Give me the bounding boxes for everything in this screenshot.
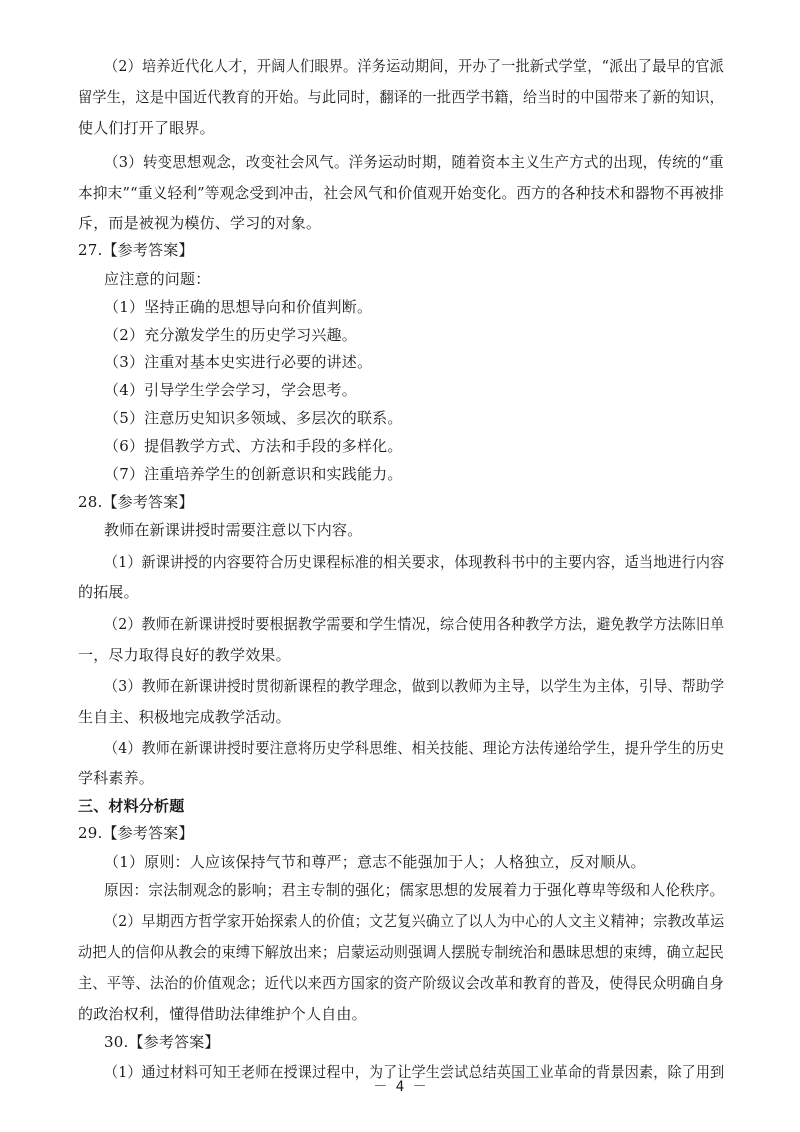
text-line: 29.【参考答案】	[78, 824, 194, 842]
text-line: （3）教师在新课讲授时贯彻新课程的教学理念，做到以教师为主导，以学生为主体，引导、帮助学	[104, 677, 725, 695]
text-line: （2）教师在新课讲授时要根据教学需要和学生情况，综合使用各种教学方法，避免教学方法陈旧单	[104, 615, 725, 633]
text-line: （1）原则：人应该保持气节和尊严；意志不能强加于人；人格独立，反对顺从。	[104, 853, 646, 871]
text-line: 一，尽力取得良好的教学效果。	[78, 646, 291, 664]
text-line: 动把人的信仰从教会的束缚下解放出来；启蒙运动则强调人摆脱专制统治和愚昧思想的束缚，确立起民	[78, 943, 724, 961]
text-line: （6）提倡教学方式、方法和手段的多样化。	[104, 437, 403, 455]
text-line: （7）注重培养学生的创新意识和实践能力。	[104, 465, 403, 483]
text-line: 生自主、积极地完成教学活动。	[78, 708, 291, 726]
text-line: （2）充分激发学生的历史学习兴趣。	[104, 326, 357, 344]
text-line: （1）通过材料可知王老师在授课过程中，为了让学生尝试总结英国工业革命的背景因素，除了用到	[104, 1063, 725, 1081]
text-line: 30.【参考答案】	[104, 1033, 220, 1051]
text-line: 主、平等、法治的价值观念；近代以来西方国家的资产阶级议会改革和教育的普及，使得民众明确自身	[78, 974, 724, 992]
text-line: （1）新课讲授的内容要符合历史课程标准的相关要求，体现教科书中的主要内容，适当地进行内容	[104, 553, 725, 571]
text-line: （2）培养近代化人才，开阔人们眼界。洋务运动期间，开办了一批新式学堂，“派出了最早的官派	[104, 57, 725, 75]
page-number: － 4 －	[373, 1079, 427, 1095]
text-line: （4）教师在新课讲授时要注意将历史学科思维、相关技能、理论方法传递给学生，提升学生的历史	[104, 739, 725, 757]
text-line: （3）转变思想观念，改变社会风气。洋务运动时期，随着资本主义生产方式的出现，传统的“重	[104, 153, 724, 171]
text-line: 斥，而是被视为模仿、学习的对象。	[78, 214, 322, 232]
text-line: （5）注意历史知识多领域、多层次的联系。	[104, 409, 403, 427]
text-line: 留学生，这是中国近代教育的开始。与此同时，翻译的一批西学书籍，给当时的中国带来了新的知识，	[78, 88, 724, 106]
text-line: 原因：宗法制观念的影响；君主专制的强化；儒家思想的发展着力于强化尊卑等级和人伦秩序。	[104, 881, 725, 899]
text-line: （1）坚持正确的思想导向和价值判断。	[104, 298, 373, 316]
text-line: 28.【参考答案】	[78, 493, 194, 511]
text-line: 本抑末”“重义轻利”等观念受到冲击，社会风气和价值观开始变化。西方的各种技术和器物不再被排	[78, 184, 724, 202]
text-line: 应注意的问题：	[104, 270, 211, 288]
text-line: 三、材料分析题	[78, 797, 185, 815]
text-line: （3）注重对基本史实进行必要的讲述。	[104, 353, 373, 371]
text-line: （2）早期西方哲学家开始探索人的价值；文艺复兴确立了以人为中心的人文主义精神；宗教改革运	[104, 912, 725, 930]
text-line: 使人们打开了眼界。	[78, 119, 215, 137]
text-line: （4）引导学生学会学习，学会思考。	[104, 381, 357, 399]
text-line: 的政治权利，懂得借助法律维护个人自由。	[78, 1005, 367, 1023]
text-line: 教师在新课讲授时需要注意以下内容。	[104, 521, 363, 539]
text-line: 27.【参考答案】	[78, 241, 194, 259]
text-line: 学科素养。	[78, 769, 155, 787]
text-line: 的拓展。	[78, 583, 139, 601]
